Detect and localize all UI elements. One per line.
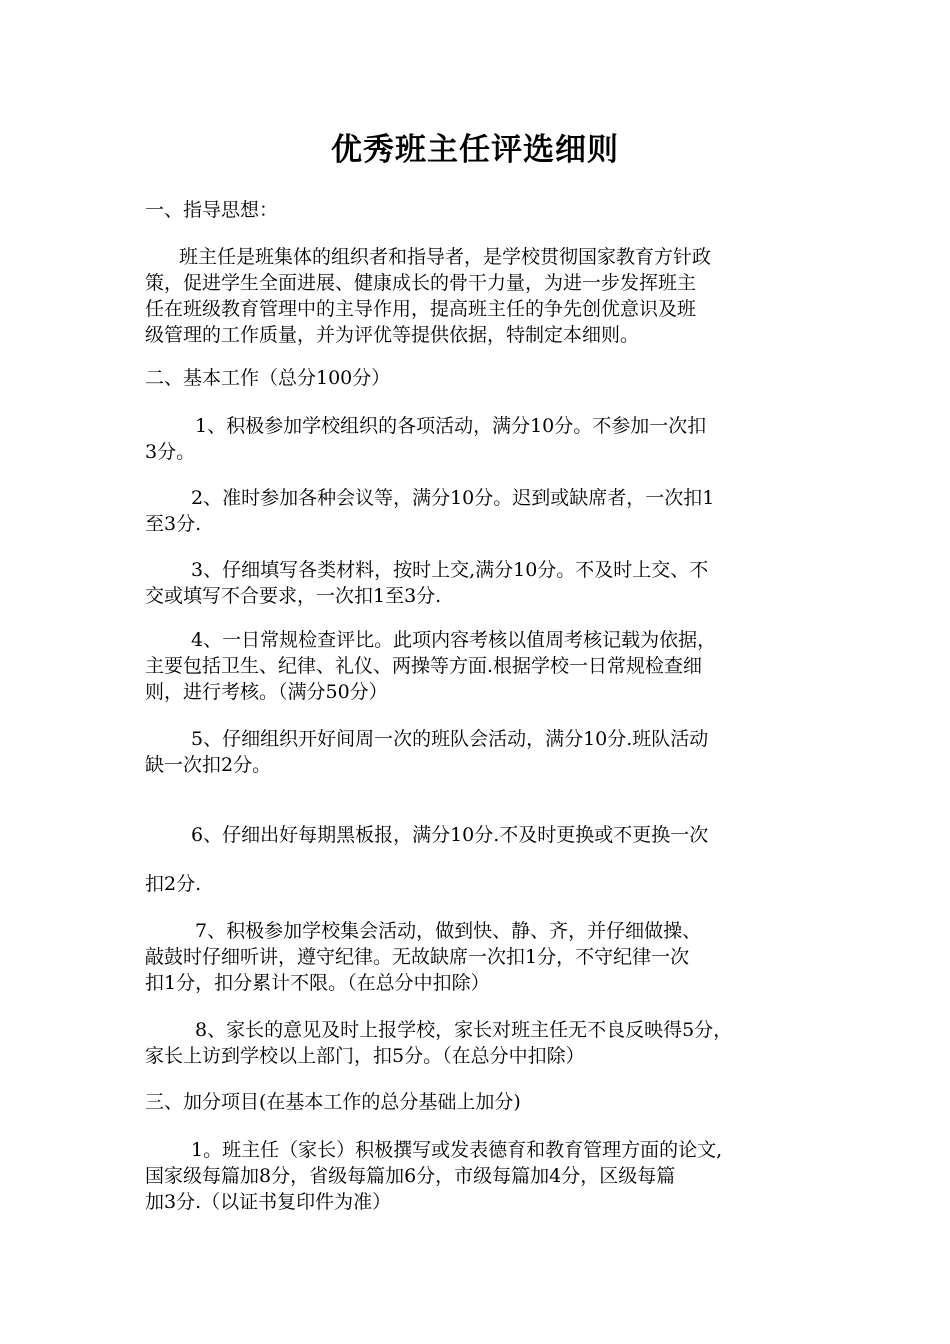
section-paragraph-guiding-ideology — [145, 244, 825, 348]
item-line: 国家级每篇加8分，省级每篇加6分，市级每篇加4分，区级每篇 — [145, 1165, 676, 1187]
list-item — [145, 811, 825, 909]
item-line: 扣2分. — [145, 873, 202, 895]
list-item — [145, 918, 825, 996]
item-line: 至3分. — [145, 513, 202, 535]
section-heading-bonus-items: 三、加分项目(在基本工作的总分基础上加分) — [145, 1091, 521, 1113]
list-item — [145, 1017, 825, 1069]
item-line: 8、家长的意见及时上报学校，家长对班主任无不良反映得5分， — [195, 1019, 733, 1041]
list-item — [145, 1137, 825, 1215]
item-line: 交或填写不合要求，一次扣1至3分. — [145, 585, 442, 607]
list-item — [145, 485, 825, 537]
list-item — [145, 557, 825, 609]
item-line: 3、仔细填写各类材料，按时上交,满分10分。不及时上交、不 — [191, 559, 709, 581]
item-line: 5、仔细组织开好间周一次的班队会活动，满分10分.班队活动 — [191, 728, 709, 750]
item-line: 主要包括卫生、纪律、礼仪、两操等方面.根据学校一日常规检查细 — [145, 655, 703, 677]
document-title: 优秀班主任评选细则 — [331, 132, 619, 168]
item-line: 加3分.（以证书复印件为准） — [145, 1191, 392, 1213]
item-line: 家长上访到学校以上部门，扣5分。（在总分中扣除） — [145, 1045, 585, 1067]
item-line: 敲鼓时仔细听讲，遵守纪律。无故缺席一次扣1分，不守纪律一次 — [145, 946, 690, 968]
paragraph-line: 任在班级教育管理中的主导作用，提高班主任的争先创优意识及班 — [145, 298, 697, 320]
item-line: 1、积极参加学校组织的各项活动，满分10分。不参加一次扣 — [195, 415, 707, 437]
paragraph-line: 策，促进学生全面进展、健康成长的骨干力量，为进一步发挥班主 — [145, 272, 697, 294]
section-heading-guiding-ideology: 一、指导思想： — [145, 199, 279, 221]
list-item — [145, 413, 825, 465]
list-item — [145, 627, 825, 705]
list-item — [145, 726, 825, 778]
item-line: 缺一次扣2分。 — [145, 754, 272, 776]
item-line: 扣1分，扣分累计不限。（在总分中扣除） — [145, 972, 490, 994]
section-heading-basic-work: 二、基本工作（总分100分） — [145, 367, 391, 389]
paragraph-line: 班主任是班集体的组织者和指导者，是学校贯彻国家教育方针政 — [179, 246, 712, 268]
item-line: 则，进行考核。（满分50分） — [145, 681, 388, 703]
item-line: 7、积极参加学校集会活动，做到快、静、齐，并仔细做操、 — [195, 920, 702, 942]
item-line: 3分。 — [145, 441, 196, 463]
item-line: 4、一日常规检查评比。此项内容考核以值周考核记载为依据， — [191, 629, 717, 651]
paragraph-line: 级管理的工作质量，并为评优等提供依据，特制定本细则。 — [145, 324, 640, 346]
item-line: 6、仔细出好每期黑板报，满分10分.不及时更换或不更换一次 — [191, 824, 709, 846]
item-line: 1。班主任（家长）积极撰写或发表德育和教育管理方面的论文, — [191, 1139, 723, 1161]
item-line: 2、准时参加各种会议等，满分10分。迟到或缺席者，一次扣1 — [191, 487, 715, 509]
